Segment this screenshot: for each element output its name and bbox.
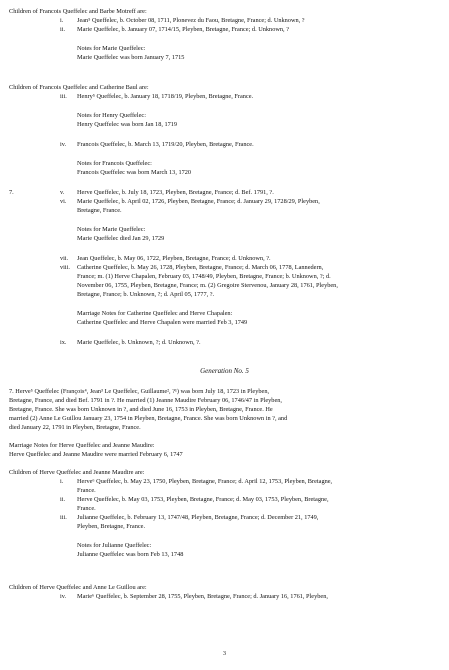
child-number: v.	[60, 189, 65, 196]
child-number: ii.	[60, 496, 66, 503]
child-entry-continued: France; m. (1) Herve Chapalen, February 03, 1748/49, Pleyben, Bretagne, France; b. Unknown, ?; d.	[77, 273, 331, 280]
person-paragraph: Bretagne, France. She was born Unknown in ?, and died June 16, 1753 in Pleyben, Bretagne, France. He	[9, 406, 273, 413]
notes-title: Notes for Marie Queffelec:	[77, 226, 146, 233]
child-entry-continued: November 06, 1755, Pleyben, Bretagne, France; m. (2) Gregoire Stervenou, January 28, 1761, Pleyben,	[77, 282, 338, 289]
child-entry: Julianne Queffelec, b. February 13, 1747/48, Pleyben, Bretagne, France; d. December 21, 1749,	[77, 514, 319, 521]
notes-title: Notes for Marie Queffelec:	[77, 45, 146, 52]
child-entry: Herve Queffelec, b. May 03, 1753, Pleyben, Bretagne, France; d. May 03, 1753, Pleyben, Bretagne,	[77, 496, 329, 503]
child-entry: Henry⁵ Queffelec, b. January 18, 1718/19, Pleyben, Bretagne, France.	[77, 93, 254, 100]
marriage-notes-text: Catherine Queffelec and Herve Chapalen were married Feb 3, 1749	[77, 319, 248, 326]
child-entry-continued: France.	[77, 505, 96, 512]
child-entry: Jean Queffelec, b. May 06, 1722, Pleyben, Bretagne, France; d. Unknown, ?.	[77, 255, 271, 262]
notes-title: Notes for Francois Queffelec:	[77, 160, 152, 167]
children-heading: Children of Herve Queffelec and Jeanne Maudire are:	[9, 469, 145, 476]
marriage-notes-title: Marriage Notes for Catherine Queffelec and Herve Chapalen:	[77, 310, 233, 317]
person-paragraph: died January 22, 1791 in Pleyben, Bretagne, France.	[9, 424, 141, 431]
child-entry-continued: Bretagne, France; b. Unknown, ?; d. April 05, 1777, ?.	[77, 291, 215, 298]
person-reference: 7.	[9, 189, 14, 196]
child-number: ix.	[60, 339, 67, 346]
person-paragraph: married (2) Anne Le Guillou January 23, 1754 in Pleyben, Bretagne, France. She was born Unknown in ?, and	[9, 415, 288, 422]
child-entry: Marie⁶ Queffelec, b. September 28, 1755, Pleyben, Bretagne, France; d. January 16, 1761, Pleyben,	[77, 593, 328, 600]
child-number: i.	[60, 478, 64, 485]
child-number: iii.	[60, 514, 67, 521]
child-entry: Herve⁶ Queffelec, b. May 23, 1750, Pleyben, Bretagne, France; d. April 12, 1753, Pleyben, Bretagne,	[77, 478, 333, 485]
child-entry: Marie Queffelec, b. Unknown, ?; d. Unknown, ?.	[77, 339, 201, 346]
children-heading: Children of Francois Queffelec and Catherine Baul are:	[9, 84, 149, 91]
notes-text: Henry Queffelec was born Jan 18, 1719	[77, 121, 178, 128]
notes-text: Marie Queffelec died Jan 29, 1729	[77, 235, 165, 242]
child-entry-continued: Pleyben, Bretagne, France.	[77, 523, 146, 530]
child-entry: Francois Queffelec, b. March 13, 1719/20, Pleyben, Bretagne, France.	[77, 141, 254, 148]
child-number: iii.	[60, 93, 67, 100]
notes-title: Notes for Julianne Queffelec:	[77, 542, 152, 549]
child-entry: Marie Queffelec, b. January 07, 1714/15, Pleyben, Bretagne, France; d. Unknown, ?	[77, 26, 289, 33]
notes-title: Notes for Henry Queffelec:	[77, 112, 146, 119]
children-heading: Children of Francois Queffelec and Barbe Motreff are:	[9, 8, 147, 15]
notes-text: Francois Queffelec was born March 13, 1720	[77, 169, 192, 176]
child-entry: Herve Queffelec, b. July 18, 1723, Pleyben, Bretagne, France; d. Bef. 1791, ?.	[77, 189, 274, 196]
child-number: viii.	[60, 264, 70, 271]
child-number: iv.	[60, 141, 67, 148]
children-heading: Children of Herve Queffelec and Anne Le Guillou are:	[9, 584, 147, 591]
person-paragraph: Bretagne, France, and died Bef. 1791 in ?. He married (1) Jeanne Maudire February 06, 1746/47 in Pleyben,	[9, 397, 282, 404]
generation-heading: Generation No. 5	[200, 367, 249, 375]
person-paragraph: 7. Herve⁵ Queffelec (François⁴, Jean³ Le Queffelec, Guillaume², ?¹) was born July 18, 1723 in Pleyben,	[9, 388, 270, 395]
child-number: vii.	[60, 255, 69, 262]
child-number: i.	[60, 17, 64, 24]
page-number: 3	[222, 650, 227, 657]
child-entry: Catherine Queffelec, b. May 26, 1728, Pleyben, Bretagne, France; d. March 06, 1778, Lannedern,	[77, 264, 324, 271]
child-entry-continued: Bretagne, France.	[77, 207, 122, 214]
child-number: vi.	[60, 198, 67, 205]
marriage-notes-text: Herve Queffelec and Jeanne Maudire were married February 6, 1747	[9, 451, 183, 458]
child-number: iv.	[60, 593, 67, 600]
child-entry: Jean⁵ Queffelec, b. October 08, 1711, Plonevez du Faou, Bretagne, France; d. Unknown, ?	[77, 17, 305, 24]
marriage-notes-title: Marriage Notes for Herve Queffelec and Jeanne Maudire:	[9, 442, 155, 449]
child-entry: Marie Queffelec, b. April 02, 1726, Pleyben, Bretagne, France; d. January 29, 1728/29, Pleyben,	[77, 198, 320, 205]
notes-text: Marie Queffelec was born January 7, 1715	[77, 54, 185, 61]
notes-text: Julianne Queffelec was born Feb 13, 1748	[77, 551, 184, 558]
child-number: ii.	[60, 26, 66, 33]
child-entry-continued: France.	[77, 487, 96, 494]
